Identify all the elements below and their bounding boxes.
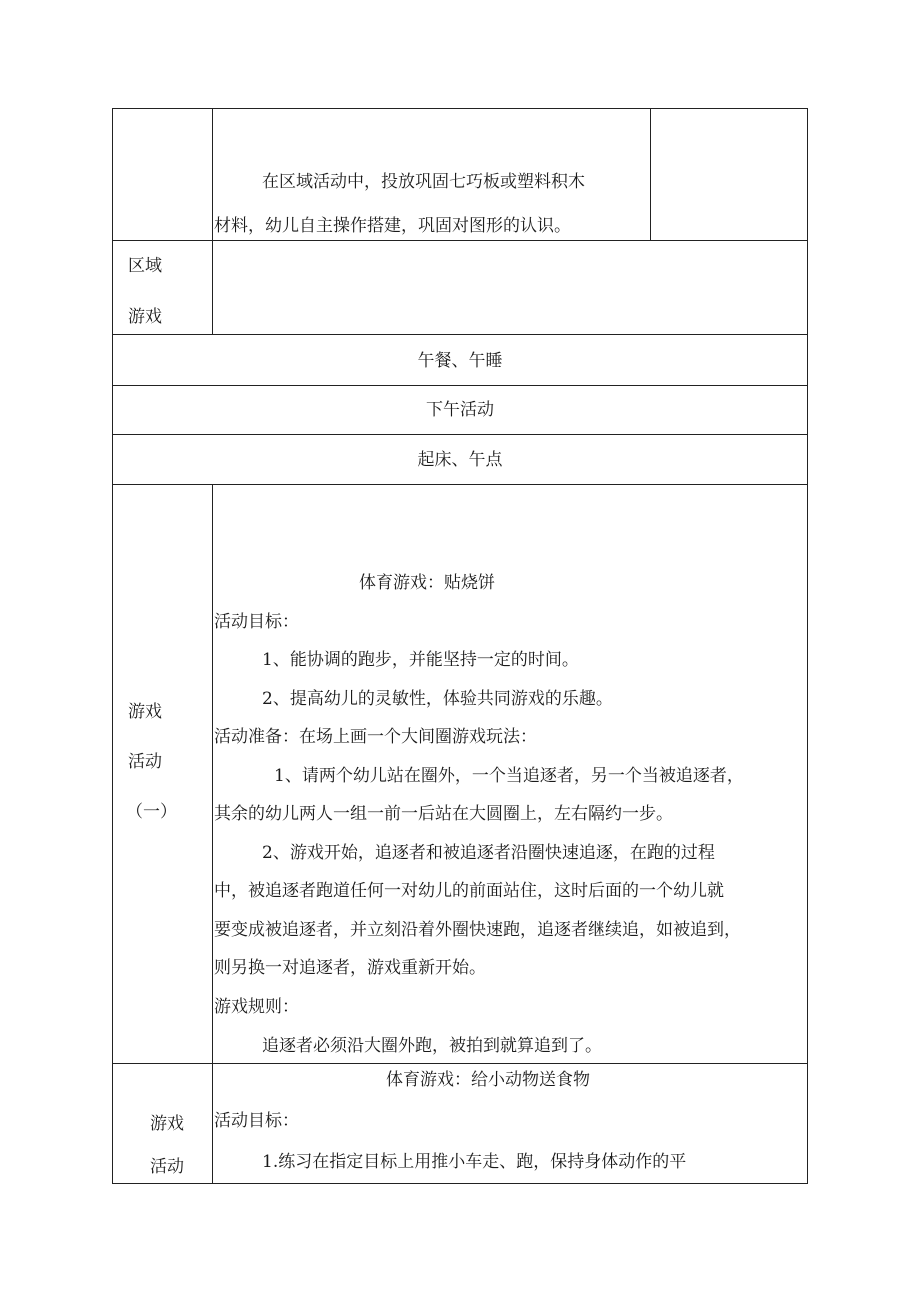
- area-game-label-line2: 游戏: [128, 307, 162, 327]
- game1-label-line2: 活动: [128, 752, 162, 772]
- region-activity-text-line1: 在区域活动中，投放巩固七巧板或塑料积木: [262, 172, 585, 192]
- game1-play-2-line3: 要变成被追逐者，并立刻沿着外圈快速跑，追逐者继续追，如被追到，: [214, 920, 741, 940]
- game1-label-line1: 游戏: [128, 702, 162, 722]
- game2-title: 体育游戏：给小动物送食物: [386, 1070, 590, 1090]
- schedule-lunch-nap: 午餐、午睡: [417, 351, 503, 371]
- game2-goal-heading: 活动目标：: [214, 1111, 299, 1131]
- game1-play-2-line1: 2、游戏开始，追逐者和被追逐者沿圈快速追逐，在跑的过程: [262, 843, 715, 863]
- game1-play-2-line2: 中，被追逐者跑道任何一对幼儿的前面站住，这时后面的一个幼儿就: [214, 881, 724, 901]
- game1-rules: 追逐者必须沿大圈外跑，被拍到就算追到了。: [262, 1036, 602, 1056]
- game1-play-1-line2: 其余的幼儿两人一组一前一后站在大圆圈上，左右隔约一步。: [214, 804, 673, 824]
- schedule-wakeup-snack: 起床、午点: [417, 450, 503, 470]
- game1-rules-heading: 游戏规则：: [214, 997, 299, 1017]
- game1-label-line3: （一）: [126, 802, 177, 822]
- game1-play-2-line4: 则另换一对追逐者，游戏重新开始。: [214, 958, 486, 978]
- game1-goal-1: 1、能协调的跑步，并能坚持一定的时间。: [262, 650, 579, 670]
- game1-title: 体育游戏：贴烧饼: [359, 573, 495, 593]
- game1-preparation: 活动准备：在场上画一个大间圈游戏玩法：: [214, 727, 537, 747]
- schedule-afternoon-activity: 下午活动: [426, 400, 494, 420]
- game1-play-1-line1: 1、请两个幼儿站在圈外，一个当追逐者，另一个当被追逐者，: [274, 766, 744, 786]
- area-game-label-line1: 区域: [128, 256, 162, 276]
- game2-label-line2: 活动: [150, 1157, 184, 1177]
- game2-goal-1: 1.练习在指定目标上用推小车走、跑，保持身体动作的平: [262, 1152, 687, 1172]
- region-activity-text-line2: 材料，幼儿自主操作搭建，巩固对图形的认识。: [214, 216, 571, 236]
- game2-label-line1: 游戏: [150, 1114, 184, 1134]
- game1-goal-2: 2、提高幼儿的灵敏性，体验共同游戏的乐趣。: [262, 689, 613, 709]
- game1-goal-heading: 活动目标：: [214, 612, 299, 632]
